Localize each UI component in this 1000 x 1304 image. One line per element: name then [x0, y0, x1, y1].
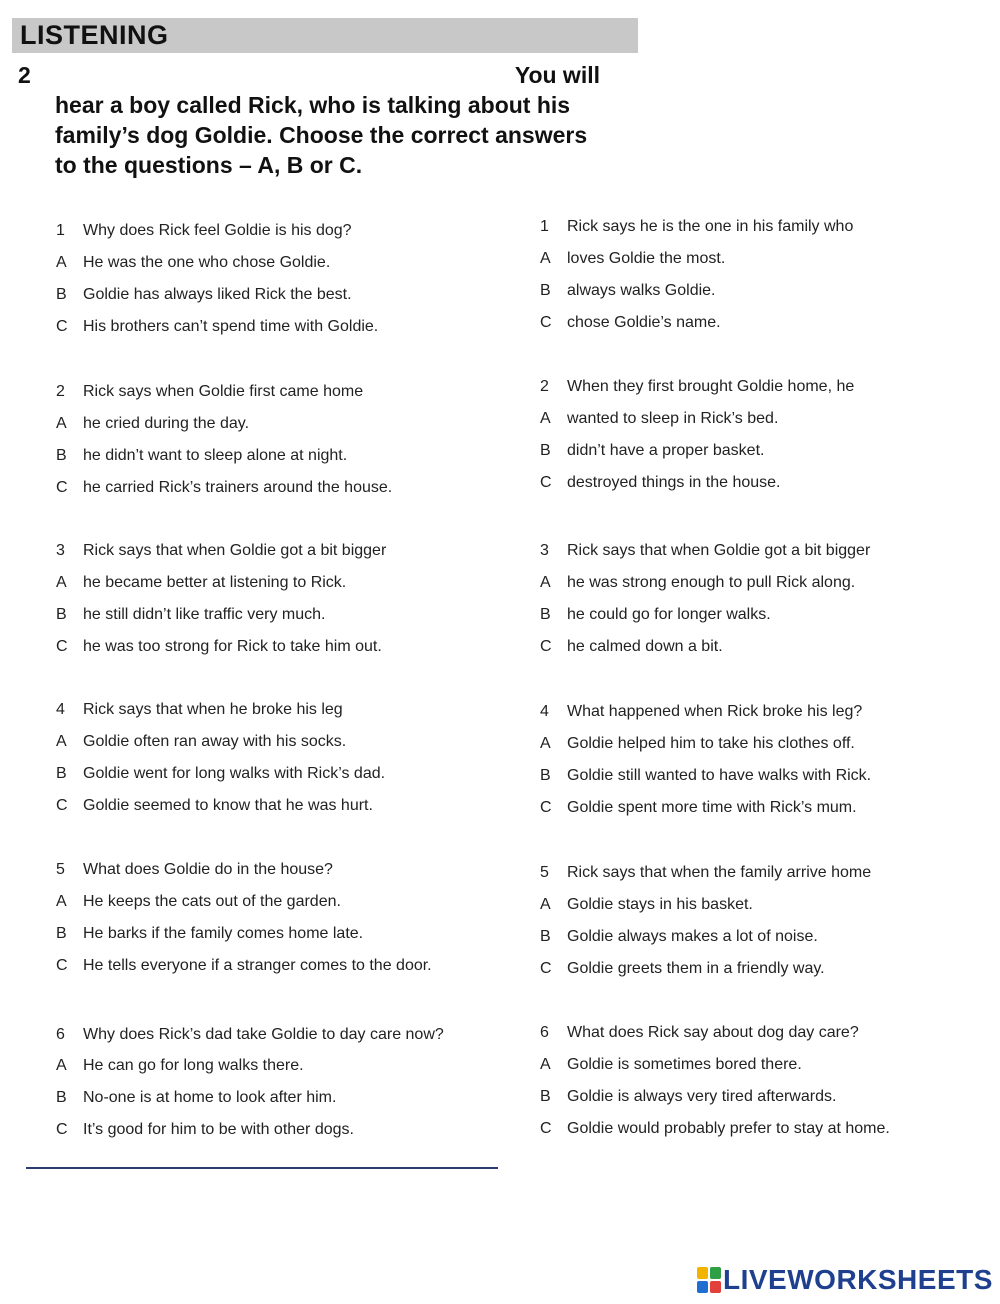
question-number: 6	[56, 1026, 65, 1043]
option-letter: C	[540, 314, 552, 331]
answer-option[interactable]	[540, 960, 960, 992]
question-text: Why does Rick’s dad take Goldie to day care now?	[83, 1026, 444, 1043]
answer-option[interactable]	[56, 286, 496, 318]
answer-option[interactable]	[540, 735, 960, 767]
question-text: Rick says when Goldie first came home	[83, 383, 364, 400]
liveworksheets-logo-icon	[697, 1267, 721, 1293]
option-text: he calmed down a bit.	[567, 638, 723, 655]
option-text: wanted to sleep in Rick’s bed.	[567, 410, 779, 427]
option-text: Goldie would probably prefer to stay at home.	[567, 1120, 890, 1137]
option-text: didn’t have a proper basket.	[567, 442, 765, 459]
option-letter: A	[540, 410, 551, 427]
question-block	[56, 542, 496, 670]
option-letter: A	[56, 1057, 67, 1074]
option-text: He was the one who chose Goldie.	[83, 254, 331, 271]
option-letter: C	[540, 474, 552, 491]
answer-option[interactable]	[56, 957, 496, 989]
option-letter: C	[540, 960, 552, 977]
question-block	[540, 542, 960, 670]
option-letter: C	[56, 479, 68, 496]
option-letter: B	[540, 442, 551, 459]
question-number: 2	[56, 383, 65, 400]
option-text: always walks Goldie.	[567, 282, 716, 299]
answer-option[interactable]	[540, 606, 960, 638]
question-number: 5	[56, 861, 65, 878]
option-letter: C	[56, 957, 68, 974]
option-text: His brothers can’t spend time with Goldie.	[83, 318, 379, 335]
option-letter: B	[56, 1089, 67, 1106]
question-number: 3	[540, 542, 549, 559]
option-letter: B	[56, 765, 67, 782]
option-text: he cried during the day.	[83, 415, 250, 432]
task-number: 2	[18, 62, 31, 88]
option-letter: C	[56, 318, 68, 335]
answer-option[interactable]	[540, 574, 960, 606]
answer-option[interactable]	[56, 479, 496, 511]
question-text: What does Goldie do in the house?	[83, 861, 333, 878]
question-text: What happened when Rick broke his leg?	[567, 703, 863, 720]
question-number: 6	[540, 1024, 549, 1041]
option-letter: A	[540, 574, 551, 591]
option-text: Goldie has always liked Rick the best.	[83, 286, 352, 303]
answer-option[interactable]	[540, 638, 960, 670]
option-text: Goldie always makes a lot of noise.	[567, 928, 818, 945]
option-letter: A	[540, 735, 551, 752]
option-text: he became better at listening to Rick.	[83, 574, 347, 591]
question-block	[540, 703, 960, 831]
option-letter: B	[56, 925, 67, 942]
question-number: 1	[540, 218, 549, 235]
option-text: chose Goldie’s name.	[567, 314, 721, 331]
option-text: Goldie seemed to know that he was hurt.	[83, 797, 373, 814]
option-letter: B	[540, 282, 551, 299]
answer-option[interactable]	[540, 474, 960, 506]
question-text: Rick says that when he broke his leg	[83, 701, 343, 718]
answer-option[interactable]	[56, 1089, 496, 1121]
option-text: he didn’t want to sleep alone at night.	[83, 447, 348, 464]
option-letter: C	[540, 638, 552, 655]
answer-option[interactable]	[56, 638, 496, 670]
option-text: he carried Rick’s trainers around the house.	[83, 479, 393, 496]
answer-option[interactable]	[540, 928, 960, 960]
question-number: 5	[540, 864, 549, 881]
question-number: 3	[56, 542, 65, 559]
answer-option[interactable]	[56, 447, 496, 479]
question-number: 4	[56, 701, 65, 718]
question-block	[540, 378, 960, 506]
option-letter: A	[540, 896, 551, 913]
option-text: destroyed things in the house.	[567, 474, 781, 491]
question-text: What does Rick say about dog day care?	[567, 1024, 859, 1041]
option-letter: A	[56, 574, 67, 591]
question-text: Rick says he is the one in his family who	[567, 218, 854, 235]
answer-option[interactable]	[540, 282, 960, 314]
option-letter: B	[540, 606, 551, 623]
answer-option[interactable]	[56, 1121, 496, 1153]
section-title: LISTENING	[20, 20, 169, 50]
answer-option[interactable]	[56, 765, 496, 797]
option-text: Goldie often ran away with his socks.	[83, 733, 347, 750]
answer-option[interactable]	[540, 314, 960, 346]
answer-option[interactable]	[540, 896, 960, 928]
option-letter: A	[56, 415, 67, 432]
option-letter: B	[540, 767, 551, 784]
option-text: he could go for longer walks.	[567, 606, 771, 623]
question-text: Rick says that when Goldie got a bit bigger	[567, 542, 871, 559]
option-text: he was too strong for Rick to take him out.	[83, 638, 382, 655]
instructions-line-1: You will	[514, 62, 600, 88]
option-letter: C	[56, 638, 68, 655]
option-letter: A	[540, 1056, 551, 1073]
question-text: Rick says that when the family arrive home	[567, 864, 872, 881]
brand-logo[interactable]	[697, 1264, 993, 1296]
question-number: 4	[540, 703, 549, 720]
option-letter: A	[56, 733, 67, 750]
question-number: 2	[540, 378, 549, 395]
question-text: Rick says that when Goldie got a bit bigger	[83, 542, 387, 559]
answer-option[interactable]	[540, 799, 960, 831]
section-header-bar	[12, 18, 638, 53]
option-text: Goldie is always very tired afterwards.	[567, 1088, 837, 1105]
answer-option[interactable]	[56, 415, 496, 447]
option-text: he was strong enough to pull Rick along.	[567, 574, 856, 591]
instructions-body: hear a boy called Rick, who is talking about his family’s dog Goldie. Choose the correct answers to the questions – A, B or C.	[55, 92, 588, 178]
divider-line	[26, 1167, 498, 1169]
option-letter: C	[540, 1120, 552, 1137]
answer-option[interactable]	[56, 574, 496, 606]
question-block	[56, 861, 496, 989]
question-number: 1	[56, 222, 65, 239]
option-text: It’s good for him to be with other dogs.	[83, 1121, 354, 1138]
answer-option[interactable]	[56, 254, 496, 286]
question-block	[56, 701, 496, 829]
answer-option[interactable]	[56, 893, 496, 925]
option-letter: C	[56, 797, 68, 814]
answer-option[interactable]	[540, 767, 960, 799]
option-text: No-one is at home to look after him.	[83, 1089, 337, 1106]
option-text: He keeps the cats out of the garden.	[83, 893, 341, 910]
option-text: He barks if the family comes home late.	[83, 925, 364, 942]
option-letter: A	[56, 893, 67, 910]
option-text: Goldie spent more time with Rick’s mum.	[567, 799, 857, 816]
option-text: Goldie went for long walks with Rick’s dad.	[83, 765, 386, 782]
option-text: he still didn’t like traffic very much.	[83, 606, 326, 623]
option-text: loves Goldie the most.	[567, 250, 726, 267]
answer-option[interactable]	[540, 442, 960, 474]
task-instructions	[55, 60, 600, 180]
question-block	[56, 222, 496, 350]
option-letter: B	[540, 1088, 551, 1105]
answer-option[interactable]	[56, 925, 496, 957]
question-block	[56, 1024, 496, 1153]
option-text: Goldie greets them in a friendly way.	[567, 960, 825, 977]
answer-option[interactable]	[56, 733, 496, 765]
answer-option[interactable]	[56, 797, 496, 829]
option-text: Goldie is sometimes bored there.	[567, 1056, 802, 1073]
option-letter: C	[56, 1121, 68, 1138]
option-letter: B	[56, 606, 67, 623]
answer-option[interactable]	[56, 606, 496, 638]
option-letter: B	[56, 286, 67, 303]
option-text: He tells everyone if a stranger comes to the door.	[83, 957, 432, 974]
answer-option[interactable]	[540, 1056, 960, 1088]
option-letter: A	[56, 254, 67, 271]
option-letter: B	[540, 928, 551, 945]
option-text: Goldie still wanted to have walks with Rick.	[567, 767, 872, 784]
option-letter: C	[540, 799, 552, 816]
option-text: Goldie stays in his basket.	[567, 896, 753, 913]
option-letter: B	[56, 447, 67, 464]
question-block	[56, 383, 496, 511]
option-text: Goldie helped him to take his clothes off.	[567, 735, 855, 752]
question-text: Why does Rick feel Goldie is his dog?	[83, 222, 352, 239]
question-block	[540, 1024, 960, 1152]
option-letter: A	[540, 250, 551, 267]
answer-option[interactable]	[540, 410, 960, 442]
brand-name: LIVEWORKSHEETS	[723, 1264, 993, 1295]
option-text: He can go for long walks there.	[83, 1057, 304, 1074]
question-block	[540, 864, 960, 992]
question-text: When they first brought Goldie home, he	[567, 378, 855, 395]
answer-option[interactable]	[56, 1057, 496, 1089]
answer-option[interactable]	[540, 1120, 960, 1152]
question-block	[540, 218, 960, 346]
answer-option[interactable]	[540, 250, 960, 282]
answer-option[interactable]	[540, 1088, 960, 1120]
answer-option[interactable]	[56, 318, 496, 350]
